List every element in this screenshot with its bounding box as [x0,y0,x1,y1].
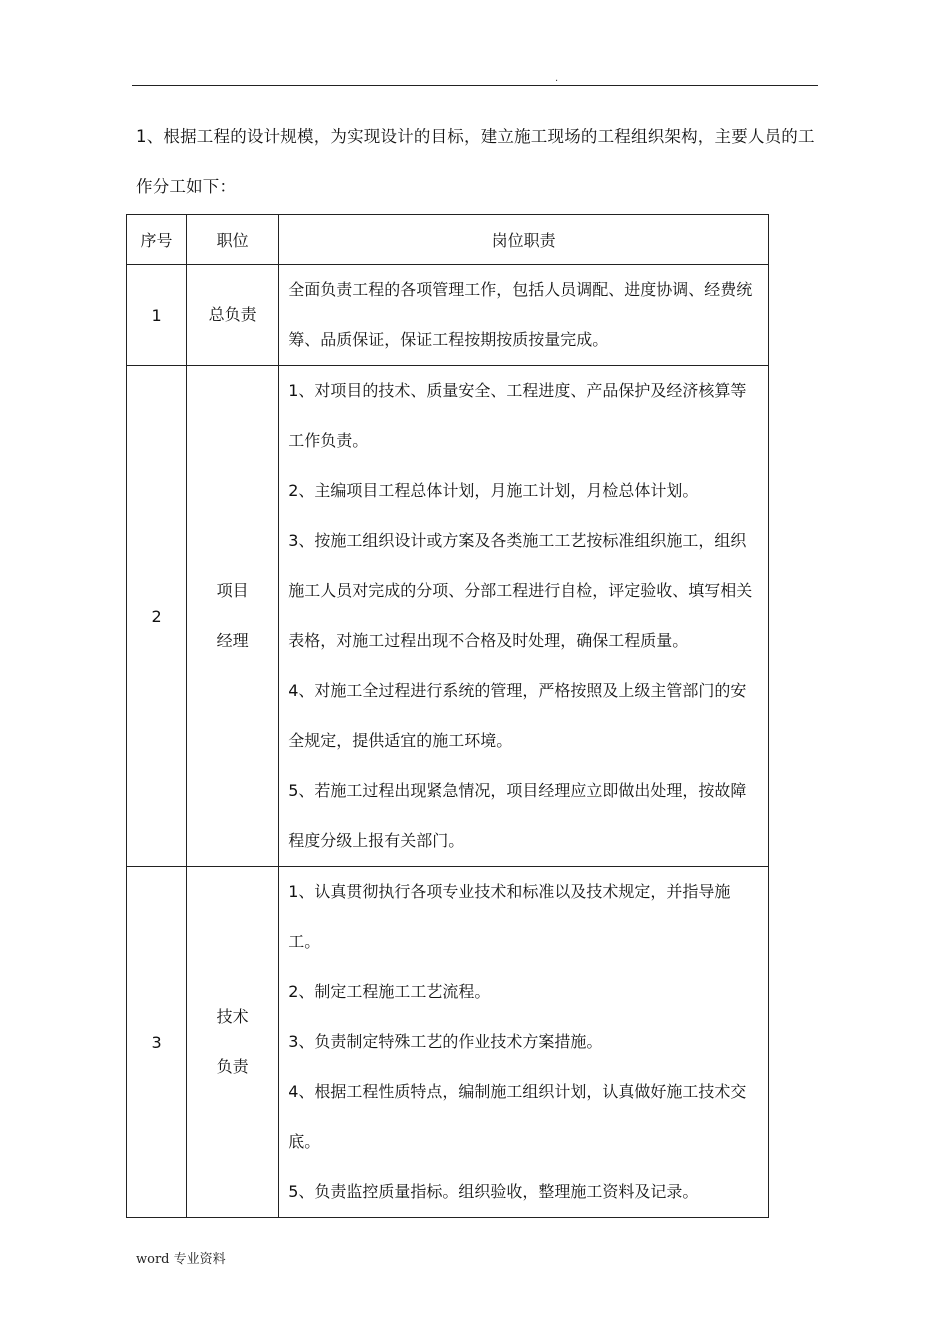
row-number: 2 [127,366,187,867]
duty-item: 4、根据工程性质特点，编制施工组织计划，认真做好施工技术交底。 [288,1082,747,1151]
row-duties [279,867,769,1218]
row-duties [279,265,769,366]
duty-item: 3、按施工组织设计或方案及各类施工工艺按标准组织施工，组织施工人员对完成的分项、分部工程进行自检，评定验收、填写相关表格，对施工过程出现不合格及时处理，确保工程质量。 [288,531,753,650]
table-header-row [127,215,769,265]
row-position [187,366,279,867]
position-line: 总负责 [208,305,257,324]
row-number: 3 [127,867,187,1218]
duty-item: 全面负责工程的各项管理工作，包括人员调配、进度协调、经费统筹、品质保证，保证工程按期按质按量完成。 [288,280,753,349]
header-duties: 岗位职责 [279,215,769,265]
position-line: 技术 [216,1007,249,1026]
header-no: 序号 [127,215,187,265]
duty-item: 5、若施工过程出现紧急情况，项目经理应立即做出处理，按故障程度分级上报有关部门。 [288,781,747,850]
duty-item: 4、对施工全过程进行系统的管理，严格按照及上级主管部门的安全规定，提供适宜的施工环境。 [288,681,747,750]
responsibility-table [126,214,769,1218]
header-position: 职位 [187,215,279,265]
duty-item: 3、负责制定特殊工艺的作业技术方案措施。 [288,1032,603,1051]
position-line: 负责 [216,1057,249,1076]
table-row [127,867,769,1218]
page-footer: word 专业资料 [136,1252,226,1267]
duty-item: 1、认真贯彻执行各项专业技术和标准以及技术规定，并指导施工。 [288,882,731,951]
intro-paragraph: 1、根据工程的设计规模，为实现设计的目标，建立施工现场的工程组织架构，主要人员的工作分工如下： [136,127,815,196]
table-row [127,366,769,867]
row-duties [279,366,769,867]
duty-item: 1、对项目的技术、质量安全、工程进度、产品保护及经济核算等工作负责。 [288,381,747,450]
row-number: 1 [127,265,187,366]
header-rule [132,85,818,86]
header-mark: . [555,73,559,84]
row-position [187,867,279,1218]
position-line: 项目 [216,581,249,600]
table-row [127,265,769,366]
duty-item: 2、制定工程施工工艺流程。 [288,982,491,1001]
duty-item: 5、负责监控质量指标。组织验收，整理施工资料及记录。 [288,1182,699,1201]
position-line: 经理 [216,631,249,650]
row-position [187,265,279,366]
duty-item: 2、主编项目工程总体计划，月施工计划，月检总体计划。 [288,481,699,500]
